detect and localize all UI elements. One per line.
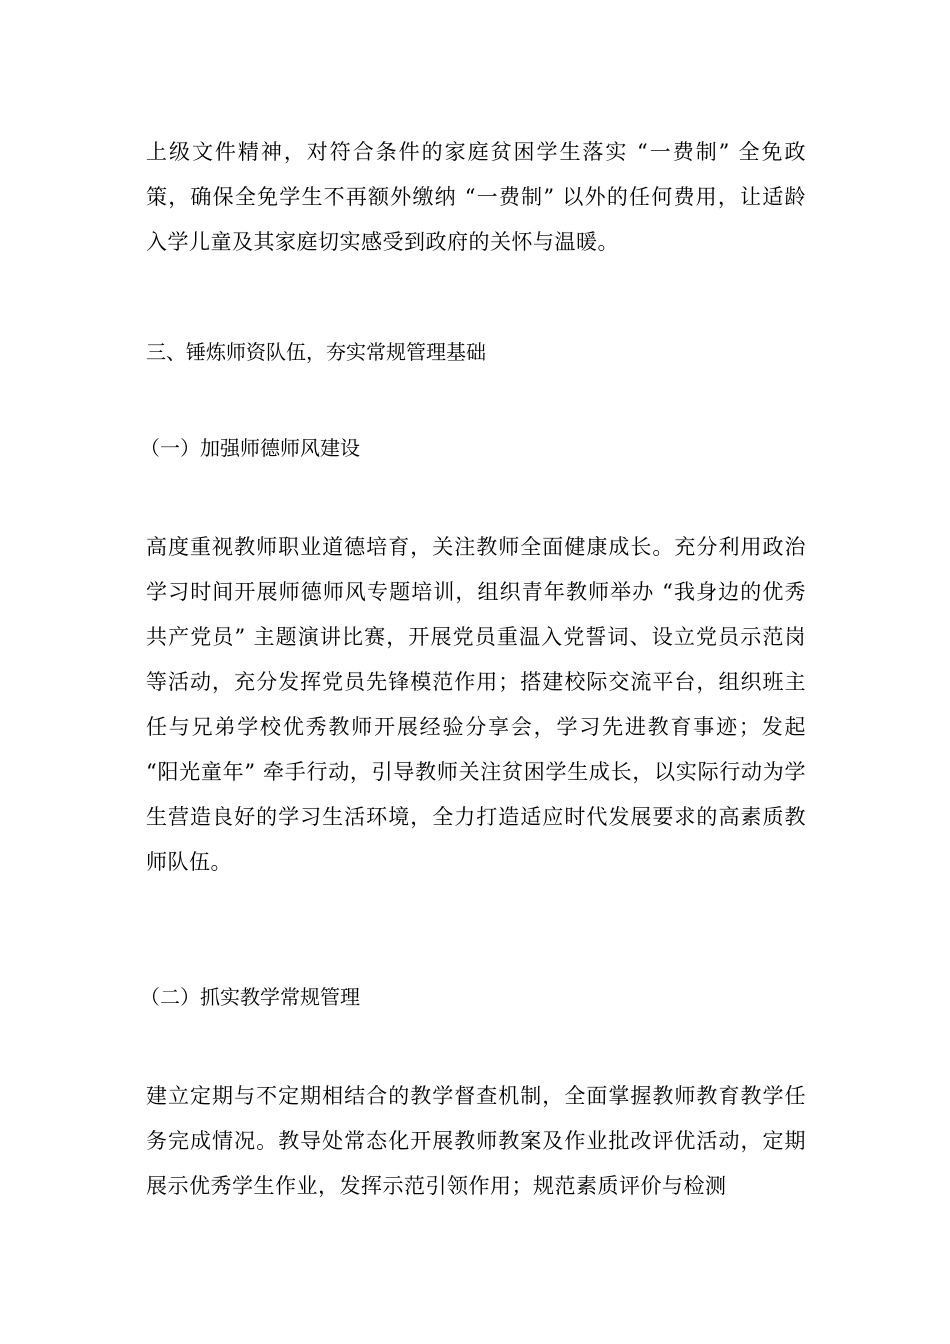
paragraph-fee-policy: 上级文件精神，对符合条件的家庭贫困学生落实 “一费制” 全免政策，确保全免学生不再额外缴纳 “一费制” 以外的任何费用，让适龄入学儿童及其家庭切实感受到政府的关怀与温暖。 — [146, 140, 806, 254]
subsection-heading-teacher-ethics: （一）加强师德师风建设 — [140, 436, 360, 460]
paragraph-teaching-routine: 建立定期与不定期相结合的教学督查机制，全面掌握教师教育教学任务完成情况。教导处常态化开展教师教案及作业批改评优活动，定期展示优秀学生作业，发挥示范引领作用；规范素质评价与检测 — [146, 1084, 806, 1198]
subsection-heading-teaching-routine: （二）抓实教学常规管理 — [140, 985, 360, 1009]
section-heading-teacher-team: 三、锤炼师资队伍，夯实常规管理基础 — [146, 340, 486, 364]
paragraph-teacher-ethics: 高度重视教师职业道德培育，关注教师全面健康成长。充分利用政治学习时间开展师德师风专题培训，组织青年教师举办 “我身边的优秀共产党员” 主题演讲比赛，开展党员重温入党誓词、设立党员示范岗等活动，充分发挥党员先锋模范作用；搭建校际交流平台，组织班主任与兄弟学校优秀教师开展经验分享会，学习先进教育事迹；发起 “阳光童年” 牵手行动，引导教师关注贫困学生成长，以实际行动为学生营造良好的学习生活环境，全力打造适应时代发展要求的高素质教师队伍。 — [146, 535, 806, 874]
